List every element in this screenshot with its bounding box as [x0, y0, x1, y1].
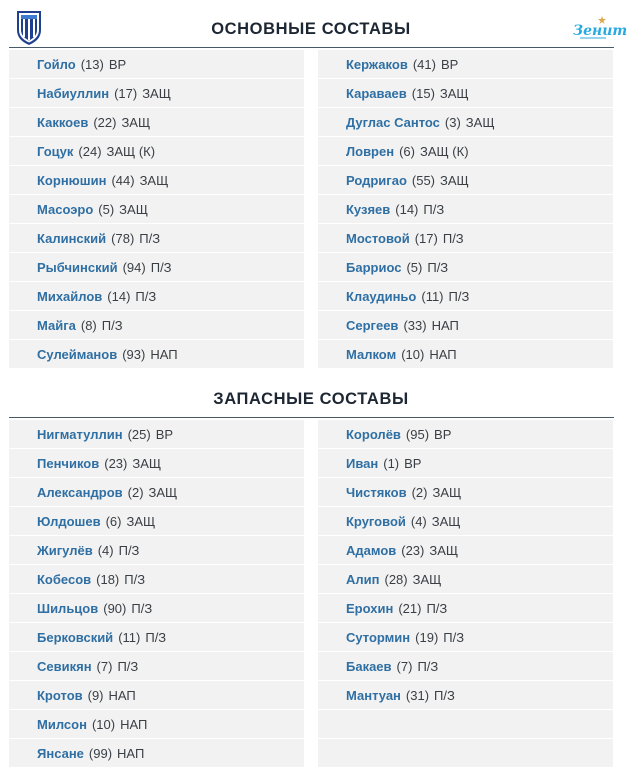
player-number: (55)	[411, 172, 436, 188]
player-row	[318, 224, 613, 252]
player-position: ЗАЩ (К)	[419, 143, 469, 159]
player-row	[9, 710, 304, 738]
player-name[interactable]: Севикян	[37, 658, 92, 674]
player-name[interactable]: Ловрен	[346, 143, 395, 159]
player-number: (18)	[96, 571, 120, 587]
player-row	[318, 253, 613, 281]
player-row	[9, 420, 304, 448]
starting-lineups-title: ОСНОВНЫЕ СОСТАВЫ	[211, 20, 411, 38]
player-number: (2)	[411, 484, 428, 500]
player-row	[318, 594, 613, 622]
player-row	[9, 340, 304, 368]
player-position: ЗАЩ (К)	[106, 143, 156, 159]
player-name[interactable]: Жигулёв	[37, 542, 93, 558]
player-name[interactable]: Кротов	[37, 687, 83, 703]
player-row	[318, 478, 613, 506]
player-number: (5)	[406, 259, 423, 275]
bench-home-list	[9, 420, 304, 768]
player-row	[9, 137, 304, 165]
player-position: П/З	[443, 629, 465, 645]
player-row	[318, 166, 613, 194]
player-number: (9)	[87, 687, 104, 703]
player-number: (21)	[398, 600, 422, 616]
player-row	[318, 507, 613, 535]
player-position: НАП	[120, 716, 148, 732]
player-position: НАП	[431, 317, 459, 333]
player-name[interactable]: Адамов	[346, 542, 397, 558]
player-position: ЗАЩ	[119, 201, 148, 217]
player-position: ВР	[155, 426, 174, 442]
player-position: П/З	[117, 658, 139, 674]
bench-lineups-title: ЗАПАСНЫЕ СОСТАВЫ	[213, 390, 409, 408]
player-name[interactable]: Нигматуллин	[37, 426, 123, 442]
player-name[interactable]: Берковский	[37, 629, 114, 645]
player-name[interactable]: Корнюшин	[37, 172, 107, 188]
player-number: (6)	[399, 143, 415, 159]
starting-divider	[9, 47, 614, 48]
player-name[interactable]: Янсане	[37, 745, 84, 761]
player-position: ЗАЩ	[139, 172, 169, 188]
player-row	[318, 565, 613, 593]
empty-row	[318, 739, 613, 767]
player-name[interactable]: Шильцов	[37, 600, 99, 616]
player-number: (44)	[111, 172, 135, 188]
player-number: (28)	[384, 571, 408, 587]
player-position: П/З	[145, 629, 167, 645]
player-position: ВР	[404, 455, 422, 471]
player-position: НАП	[108, 687, 136, 703]
player-name[interactable]: Кобесов	[37, 571, 92, 587]
player-row	[9, 79, 304, 107]
player-number: (11)	[421, 288, 444, 304]
player-number: (1)	[383, 455, 400, 471]
player-name[interactable]: Александров	[37, 484, 123, 500]
player-row	[9, 478, 304, 506]
empty-row	[318, 710, 613, 738]
player-position: ЗАЩ	[429, 542, 459, 558]
player-number: (5)	[98, 201, 115, 217]
player-name[interactable]: Рыбчинский	[37, 259, 118, 275]
away-team-logo-icon	[572, 14, 628, 42]
bench-divider	[9, 417, 614, 418]
player-name[interactable]: Сулейманов	[37, 346, 118, 362]
player-position: НАП	[429, 346, 457, 362]
player-name[interactable]: Кузяев	[346, 201, 391, 217]
player-position: П/З	[423, 201, 445, 217]
player-position: П/З	[101, 317, 123, 333]
player-number: (19)	[415, 629, 439, 645]
player-row	[318, 420, 613, 448]
player-position: П/З	[427, 259, 449, 275]
player-name[interactable]: Чистяков	[346, 484, 407, 500]
player-number: (4)	[410, 513, 427, 529]
player-number: (11)	[118, 629, 141, 645]
player-position: НАП	[117, 745, 145, 761]
player-row	[318, 449, 613, 477]
starting-home-list	[9, 50, 304, 369]
player-row	[9, 253, 304, 281]
player-number: (78)	[111, 230, 135, 246]
player-name[interactable]: Дуглас Сантос	[346, 114, 440, 130]
player-name[interactable]: Барриос	[346, 259, 402, 275]
player-position: П/З	[150, 259, 172, 275]
player-number: (41)	[412, 56, 436, 72]
svg-text:Зенит: Зенит	[573, 23, 628, 39]
player-position: П/З	[448, 288, 470, 304]
player-position: ЗАЩ	[431, 513, 461, 529]
player-position: П/З	[139, 230, 161, 246]
player-position: П/З	[135, 288, 157, 304]
player-position: ВР	[440, 56, 459, 72]
player-name[interactable]: Каккоев	[37, 114, 89, 130]
player-name[interactable]: Пенчиков	[37, 455, 100, 471]
starting-away-list	[318, 50, 613, 369]
player-row	[9, 282, 304, 310]
player-name[interactable]: Михайлов	[37, 288, 103, 304]
player-name[interactable]: Малком	[346, 346, 397, 362]
player-row	[318, 282, 613, 310]
player-row	[318, 681, 613, 709]
player-name[interactable]: Гойло	[37, 56, 76, 72]
player-position: ЗАЩ	[412, 571, 442, 587]
player-number: (15)	[411, 85, 435, 101]
player-name[interactable]: Круговой	[346, 513, 406, 529]
player-name[interactable]: Юлдошев	[37, 513, 101, 529]
player-name[interactable]: Милсон	[37, 716, 87, 732]
player-row	[9, 652, 304, 680]
player-row	[9, 108, 304, 136]
player-name[interactable]: Иван	[346, 455, 379, 471]
player-number: (17)	[114, 85, 138, 101]
player-number: (25)	[127, 426, 151, 442]
player-position: П/З	[417, 658, 439, 674]
player-position: ВР	[108, 56, 127, 72]
player-name[interactable]: Королёв	[346, 426, 401, 442]
player-row	[9, 195, 304, 223]
player-row	[318, 195, 613, 223]
player-number: (10)	[91, 716, 116, 732]
player-number: (94)	[122, 259, 146, 275]
player-number: (93)	[122, 346, 146, 362]
player-name[interactable]: Сергеев	[346, 317, 399, 333]
player-row	[318, 536, 613, 564]
player-number: (2)	[127, 484, 144, 500]
player-position: П/З	[124, 571, 146, 587]
player-row	[9, 166, 304, 194]
player-position: П/З	[442, 230, 464, 246]
player-row	[9, 311, 304, 339]
player-name[interactable]: Клаудиньо	[346, 288, 417, 304]
player-position: ЗАЩ	[126, 513, 156, 529]
player-number: (33)	[403, 317, 427, 333]
player-row	[318, 50, 613, 78]
player-position: ЗАЩ	[432, 484, 462, 500]
player-row	[9, 507, 304, 535]
player-name[interactable]: Алип	[346, 571, 380, 587]
player-name[interactable]: Мантуан	[346, 687, 401, 703]
player-position: ЗАЩ	[440, 172, 469, 188]
player-number: (95)	[405, 426, 430, 442]
player-number: (22)	[93, 114, 117, 130]
player-name[interactable]: Ерохин	[346, 600, 394, 616]
player-position: ЗАЩ	[121, 114, 151, 130]
player-number: (8)	[80, 317, 97, 333]
player-position: П/З	[434, 687, 455, 703]
player-name[interactable]: Майга	[37, 317, 76, 333]
player-row	[318, 311, 613, 339]
player-name[interactable]: Кержаков	[346, 56, 408, 72]
player-row	[9, 536, 304, 564]
player-number: (17)	[414, 230, 438, 246]
player-position: ЗАЩ	[142, 85, 171, 101]
player-position: ВР	[434, 426, 452, 442]
player-name[interactable]: Гоцук	[37, 143, 74, 159]
player-number: (24)	[78, 143, 102, 159]
player-number: (7)	[396, 658, 413, 674]
player-number: (99)	[88, 745, 113, 761]
player-number: (10)	[401, 346, 425, 362]
player-row	[318, 652, 613, 680]
player-name[interactable]: Караваев	[346, 85, 407, 101]
player-name[interactable]: Сутормин	[346, 629, 411, 645]
bench-away-list	[318, 420, 613, 768]
player-number: (3)	[444, 114, 461, 130]
player-position: ЗАЩ	[148, 484, 178, 500]
player-number: (13)	[80, 56, 104, 72]
player-number: (14)	[107, 288, 131, 304]
player-name[interactable]: Мостовой	[346, 230, 410, 246]
player-number: (6)	[105, 513, 122, 529]
player-position: НАП	[150, 346, 178, 362]
player-row	[318, 79, 613, 107]
player-number: (31)	[405, 687, 430, 703]
player-position: ЗАЩ	[465, 114, 495, 130]
player-row	[9, 565, 304, 593]
player-position: ЗАЩ	[439, 85, 469, 101]
player-name[interactable]: Калинский	[37, 230, 107, 246]
player-position: ЗАЩ	[132, 455, 162, 471]
player-row	[9, 739, 304, 767]
player-row	[318, 108, 613, 136]
player-number: (4)	[97, 542, 114, 558]
player-row	[9, 681, 304, 709]
player-number: (14)	[395, 201, 419, 217]
player-row	[9, 224, 304, 252]
player-position: П/З	[426, 600, 448, 616]
player-number: (23)	[104, 455, 128, 471]
player-name[interactable]: Родригао	[346, 172, 407, 188]
player-number: (90)	[103, 600, 127, 616]
player-row	[9, 594, 304, 622]
player-row	[9, 50, 304, 78]
player-row	[9, 623, 304, 651]
player-number: (7)	[96, 658, 113, 674]
player-position: П/З	[131, 600, 153, 616]
player-number: (23)	[401, 542, 425, 558]
player-row	[9, 449, 304, 477]
player-row	[318, 340, 613, 368]
player-position: П/З	[118, 542, 140, 558]
player-name[interactable]: Масоэро	[37, 201, 94, 217]
player-row	[318, 623, 613, 651]
player-name[interactable]: Бакаев	[346, 658, 392, 674]
player-name[interactable]: Набиуллин	[37, 85, 110, 101]
player-row	[318, 137, 613, 165]
